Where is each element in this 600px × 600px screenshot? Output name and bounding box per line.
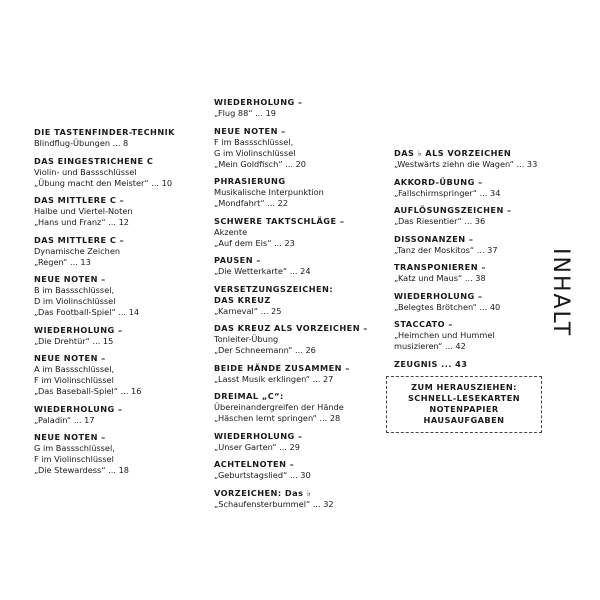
toc-entry [214,391,386,424]
toc-entry-line: „Regen“ ... 13 [34,256,91,267]
toc-entry [394,359,564,370]
side-title: INHALT [548,248,573,338]
toc-entry-heading: DAS EINGESTRICHENE C [34,155,154,166]
toc-entry-line: „Unser Garten“ ... 29 [214,441,300,452]
toc-entry [214,363,386,385]
toc-entry-heading: DAS MITTLERE C – [34,234,125,245]
toc-column-2 [214,97,386,516]
toc-entry-line: Akzente [214,226,248,237]
toc-entry-line: Violin- und Bassschlüssel [34,166,137,177]
toc-entry-line: „Fallschirmspringer“ ... 34 [394,187,501,198]
toc-entry-line: „Der Schneemann“ ... 26 [214,345,316,355]
toc-entry-line: „Paladin“ ... 17 [34,414,95,425]
toc-entry-line: F im Bassschlüssel, [214,136,294,147]
toc-entry-heading: ACHTELNOTEN – [214,459,295,469]
toc-entry [34,274,209,318]
toc-entry-line: A im Bassschlüssel, [34,364,115,374]
toc-entry [214,216,386,249]
toc-entry-line: „Auf dem Eis“ ... 23 [214,237,295,248]
toc-entry-heading: BEIDE HÄNDE ZUSAMMEN – [214,362,350,373]
toc-column-1 [34,127,209,483]
toc-entry [34,432,209,476]
toc-entry-line: Blindflug-Übungen ... 8 [34,138,129,148]
toc-entry [394,319,564,352]
toc-entry-line: F im Violinschlüssel [34,375,114,385]
toc-entry-line: B im Bassschlüssel, [34,285,115,295]
toc-entry-line: „Karneval“ ... 25 [214,305,282,316]
toc-entry-heading: NEUE NOTEN – [34,353,106,363]
toc-entry-heading: AKKORD-ÜBUNG – [394,176,483,187]
toc-entry [34,156,209,189]
toc-entry-line: „Geburtstagslied“ ... 30 [214,470,311,480]
toc-entry-heading: DREIMAL „C“: [214,391,284,401]
toc-entry-line: Musikalische Interpunktion [214,187,324,197]
toc-entry-line: G im Violinschlüssel [214,147,296,158]
toc-entry [214,126,386,170]
toc-entry [34,325,209,347]
toc-entry-line: F im Violinschlüssel [34,454,114,464]
toc-entry-heading: PAUSEN – [214,255,261,265]
toc-entry [214,459,386,481]
toc-entry-heading: ZEUGNIS ... 43 [394,358,468,369]
toc-entry-line: „Westwärts ziehn die Wagen“ ... 33 [394,159,538,169]
toc-entry-heading: DISSONANZEN – [394,233,474,244]
toc-entry-line: Dynamische Zeichen [34,245,121,256]
extras-box [386,376,542,433]
toc-entry-heading: VORZEICHEN: Das ♭ [214,487,312,498]
toc-entry-line: „Schaufensterbummel“ ... 32 [214,498,334,509]
toc-entry [214,284,386,317]
toc-entry-heading: WIEDERHOLUNG – [214,97,303,107]
toc-entry-line: „Heimchen und Hummel [394,330,495,340]
toc-entry-heading: NEUE NOTEN – [34,432,106,442]
toc-column-3 [394,148,564,433]
toc-entry-heading: WIEDERHOLUNG – [34,324,123,335]
toc-entry [34,353,209,397]
toc-entry-heading: NEUE NOTEN – [34,274,106,284]
toc-entry-heading: WIEDERHOLUNG – [394,290,483,301]
toc-entry [214,431,386,453]
toc-entry [34,127,209,149]
toc-entry [214,176,386,209]
toc-entry-line: „Tanz der Moskitos“ ... 37 [394,244,498,255]
toc-entry-line: Tonleiter-Übung [214,334,279,344]
toc-entry [394,291,564,313]
extras-box-line: ZUM HERAUSZIEHEN: [411,382,517,392]
toc-entry-heading: VERSETZUNGSZEICHEN: [214,283,334,294]
toc-entry [214,488,386,510]
toc-entry-line: „Lasst Musik erklingen“ ... 27 [214,373,334,384]
toc-entry-line: „Mein Goldfisch“ ... 20 [214,158,307,169]
toc-entry-line: „Das Football-Spiel“ ... 14 [34,307,140,317]
toc-entry-heading: DAS MITTLERE C – [34,195,125,205]
toc-entry [394,148,564,170]
toc-entry [34,235,209,268]
toc-entry-line: „Flug 88“ ... 19 [214,108,277,118]
toc-entry [394,205,564,227]
toc-entry-heading: AUFLÖSUNGSZEICHEN – [394,205,512,215]
toc-entry-heading: SCHWERE TAKTSCHLÄGE – [214,215,345,226]
toc-entry-line: „Die Drehtür“ ... 15 [34,335,114,346]
toc-entry [34,404,209,426]
toc-entry-line: „Häschen lernt springen“ ... 28 [214,413,341,423]
toc-entry-line: „Hans und Franz“ ... 12 [34,217,130,227]
extras-box-line: HAUSAUFGABEN [423,415,505,425]
toc-entry-line: „Belegtes Brötchen“ ... 40 [394,301,501,312]
toc-entry [394,234,564,256]
toc-entry-heading: STACCATO – [394,319,453,329]
extras-box-line: SCHNELL-LESEKARTEN [407,393,521,403]
toc-entry-heading: TRANSPONIEREN – [394,262,486,272]
toc-entry-line: G im Bassschlüssel, [34,443,115,453]
toc-entry-heading: NEUE NOTEN – [214,125,286,136]
toc-entry-line: Halbe und Viertel-Noten [34,206,133,216]
toc-entry [214,323,386,356]
toc-entry-line: „Katz und Maus“ ... 38 [394,273,486,283]
toc-entry-heading: PHRASIERUNG [214,176,286,186]
toc-entry-heading: WIEDERHOLUNG – [34,403,123,414]
toc-entry-line: D im Violinschlüssel [34,296,116,306]
toc-entry-line: musizieren“ ... 42 [394,341,466,351]
toc-entry-line: „Übung macht den Meister“ ... 10 [34,177,173,188]
toc-entry-heading: DAS KREUZ ALS VORZEICHEN – [214,323,368,333]
toc-entry-line: „Die Wetterkarte“ ... 24 [214,266,311,276]
toc-entry-heading: DAS ♭ ALS VORZEICHEN [394,148,512,158]
toc-entry-line: „Die Stewardess“ ... 18 [34,465,129,475]
toc-entry [214,97,386,119]
toc-entry-heading: WIEDERHOLUNG – [214,430,303,441]
toc-entry-heading: DIE TASTENFINDER-TECHNIK [34,127,175,137]
toc-entry [394,262,564,284]
extras-box-line: NOTENPAPIER [429,404,499,414]
toc-entry-heading: DAS KREUZ [214,294,271,305]
toc-entry-line: „Das Baseball-Spiel“ ... 16 [34,386,142,396]
toc-entry-line: „Mondfahrt“ ... 22 [214,198,289,208]
toc-entry [214,255,386,277]
toc-entry [394,177,564,199]
toc-entry-line: „Das Riesentier“ ... 36 [394,216,486,226]
toc-entry-line: Übereinandergreifen der Hände [214,402,344,412]
toc-entry [34,195,209,228]
